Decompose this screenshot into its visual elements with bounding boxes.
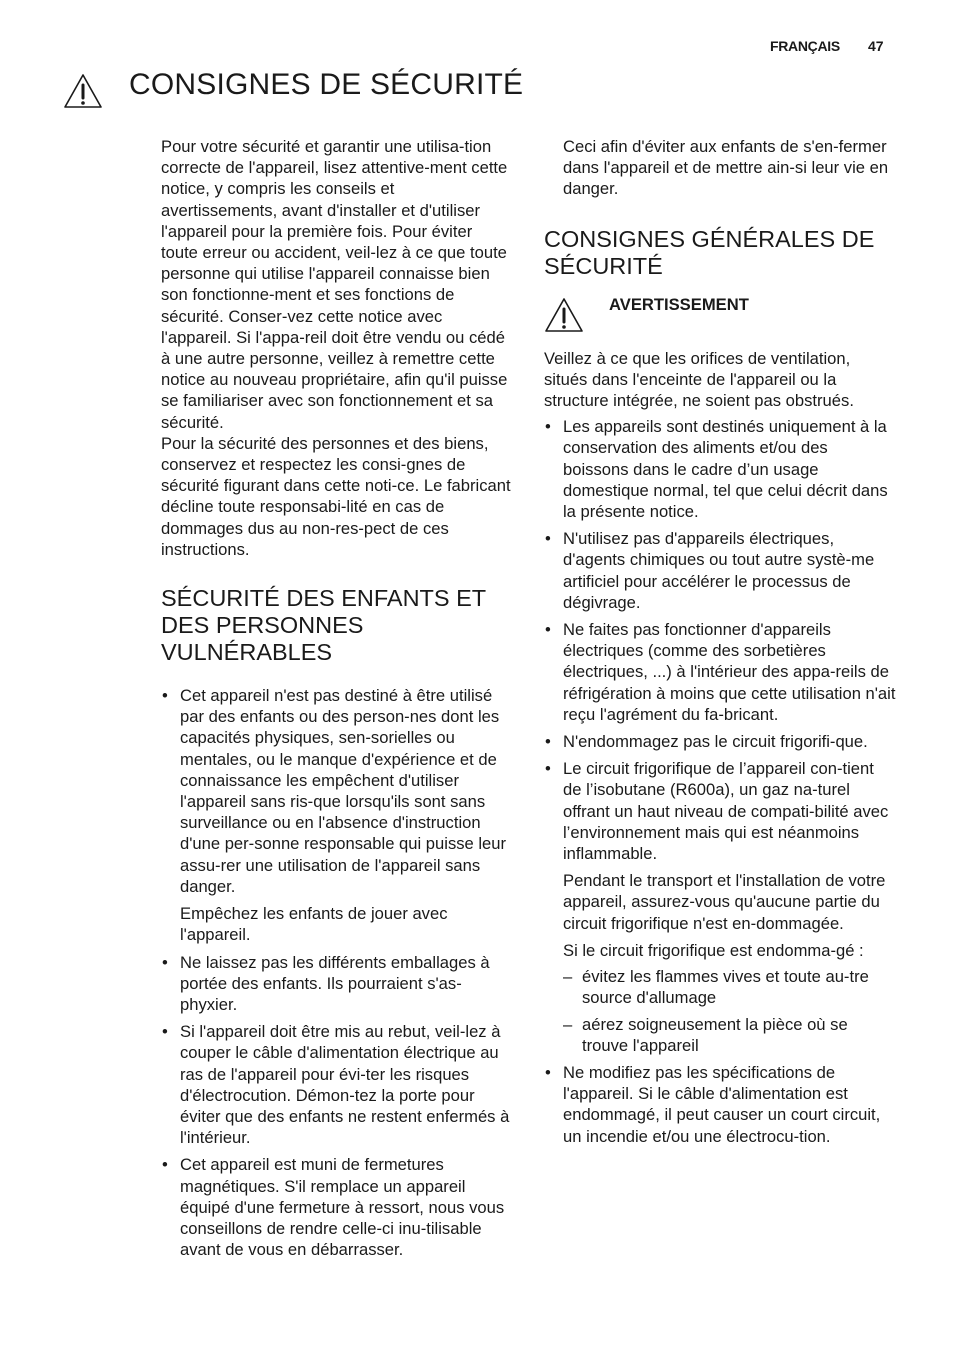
intro-paragraph-2: Pour la sécurité des personnes et des biens, conservez et respectez les consi-gnes de sécurité figurant dans cette noti-ce. Le fabricant décline toute responsabi-lité en cas de dommages dus au non-res-pect de ces instructions. bbox=[161, 433, 511, 559]
list-item bbox=[544, 416, 896, 522]
warning-triangle-icon bbox=[63, 73, 103, 109]
section-heading-general: CONSIGNES GÉNÉRALES DE SÉCURITÉ bbox=[544, 225, 875, 279]
list-item-extra: Empêchez les enfants de jouer avec l'appareil. bbox=[180, 904, 448, 945]
list-item-text: • Si l'appareil doit être mis au rebut, veil-lez à couper le câble d'alimentation électrique au ras de l'appareil pour évi-ter les risques d'électrocution. Démon-tez la porte pour éviter que des enfants ne restent enfermés à l'intérieur. bbox=[180, 1022, 510, 1148]
children-safety-list bbox=[161, 685, 513, 1260]
list-item-text: • Ne laissez pas les différents emballages à portée des enfants. Ils pourraient s'as-phyxier. bbox=[180, 952, 490, 1014]
list-item bbox=[544, 528, 896, 613]
list-item-text: • Ne faites pas fonctionner d'appareils électriques (comme des sorbetières électriques, ...) à l'intérieur des appa-reils de réfrigération à moins que cette utilisation n'ait reçu l'agrément du fa-bricant. bbox=[563, 620, 896, 724]
list-item-text: • Cet appareil est muni de fermetures magnétiques. S'il remplace un appareil équipé d'une fermeture à ressort, nous vous conseillons de rendre celle-ci inu-tilisable avant de vous en débarrasser. bbox=[180, 1155, 505, 1260]
list-item bbox=[161, 952, 513, 1016]
list-item-text: • N'utilisez pas d'appareils électriques, d'agents chimiques ou tout autre systè-me artificiel pour accélérer le processus de dégivrage. bbox=[563, 529, 875, 612]
section-heading-children: SÉCURITÉ DES ENFANTS ET DES PERSONNES VULNÉRABLES bbox=[161, 585, 486, 666]
warning-triangle-icon bbox=[544, 297, 584, 333]
list-item-text: • Ne modifiez pas les spécifications de l'appareil. Si le câble d'alimentation est endommagé, il peut causer un court circuit, un incendie et/ou une électrocu-tion. bbox=[563, 1062, 881, 1146]
continuation-paragraph: Ceci afin d'éviter aux enfants de s'en-fermer dans l'appareil et de mettre ain-si leur vie en danger. bbox=[563, 137, 889, 199]
list-item bbox=[544, 619, 896, 725]
page-number: 47 bbox=[868, 38, 884, 54]
intro-paragraph-1: Pour votre sécurité et garantir une utilisa-tion correcte de l'appareil, lisez attentive-ment cette notice, y compris les conseils et avertissements, avant d'installer et d'utiliser l'appareil pour la première fois. Pour éviter toute erreur ou accident, veil-lez à ce que toute personne qui utilise l'appareil connaisse bien son fonctionne-ment et ses fonctions de sécurité. Conser-vez cette notice avec l'appareil. Si l'appa-reil doit être vendu ou cédé à une autre personne, veillez à remettre cette notice au nouveau propriétaire, afin qu'il puisse se familiariser avec son fonctionnement et sa sécurité. bbox=[161, 137, 508, 432]
dash-list bbox=[563, 966, 896, 1056]
warning-text: Veillez à ce que les orifices de ventilation, situés dans l'enceinte de l'appareil ou la structure intégrée, ne soient pas obstrués. bbox=[544, 348, 854, 411]
header-language: FRANÇAIS bbox=[770, 38, 840, 54]
list-item-extra: Si le circuit frigorifique est endomma-gé : bbox=[563, 940, 864, 960]
list-item-text: • Cet appareil n'est pas destiné à être utilisé par des enfants ou des person-nes dont les capacités physiques, sen-sorielles ou mentales, ou le manque d'expérience et de connaissance les empêchent d'utiliser l'appareil sans ris-que lorsqu'ils sont sans surveillance ou en l'absence d'instruction d'une per-sonne responsable qui puisse leur assu-rer une utilisation de l'appareil sans danger. bbox=[180, 686, 507, 896]
list-item-text: • N'endommagez pas le circuit frigorifi-que. bbox=[563, 732, 868, 752]
dash-item: – aérez soigneusement la pièce où se trouve l'appareil bbox=[563, 1014, 896, 1056]
list-item-text: • Le circuit frigorifique de l’appareil con-tient de l’isobutane (R600a), un gaz na-turel offrant un haut niveau de compati-bilité avec l’environnement mais qui est néanmoins inflammable. bbox=[563, 759, 889, 864]
right-column bbox=[544, 136, 896, 1153]
warning-block bbox=[544, 294, 896, 338]
list-item bbox=[161, 1154, 513, 1260]
page-title: CONSIGNES DE SÉCURITÉ bbox=[129, 68, 524, 101]
list-item bbox=[161, 685, 513, 945]
list-item bbox=[544, 731, 896, 752]
list-item bbox=[544, 1062, 896, 1147]
dash-item: – évitez les flammes vives et toute au-tre source d'allumage bbox=[563, 966, 896, 1008]
warning-label: AVERTISSEMENT bbox=[609, 294, 749, 314]
list-item-extra: Pendant le transport et l'installation de votre appareil, assurez-vous qu'aucune partie du circuit frigorifique n'est en-dommagée. bbox=[563, 871, 886, 933]
list-item-text: • Les appareils sont destinés uniquement à la conservation des aliments et/ou des boissons dans le cadre d’un usage domestique normal, tel que celui décrit dans la présente notice. bbox=[563, 417, 888, 522]
left-column bbox=[161, 136, 513, 1266]
general-safety-list bbox=[544, 416, 896, 1147]
list-item bbox=[544, 758, 896, 1056]
list-item bbox=[161, 1021, 513, 1148]
